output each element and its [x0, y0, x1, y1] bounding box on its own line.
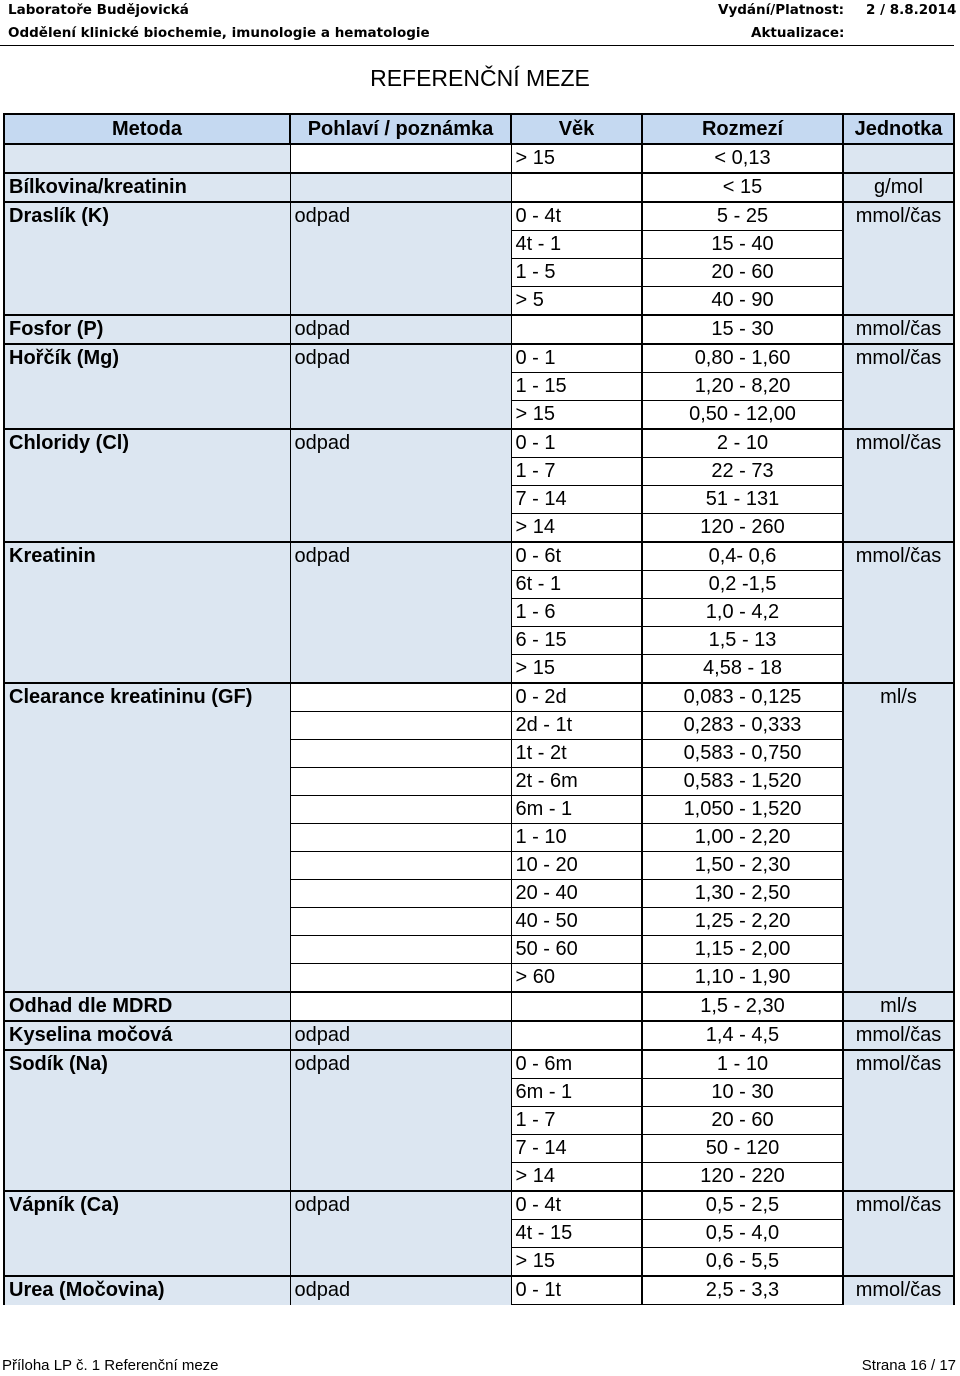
column-header-note: Pohlaví / poznámka	[290, 114, 511, 144]
cell-unit: mmol/čas	[843, 344, 954, 373]
table-row	[4, 1050, 954, 1079]
table-row	[4, 1220, 954, 1248]
cell-unit	[843, 486, 954, 514]
cell-unit	[843, 908, 954, 936]
cell-age: 0 - 4t	[511, 1191, 642, 1220]
cell-method	[4, 599, 290, 627]
table-row	[4, 542, 954, 571]
table-row	[4, 712, 954, 740]
cell-range: 1,5 - 2,30	[642, 992, 843, 1021]
table-row	[4, 1163, 954, 1192]
column-header-unit: Jednotka	[843, 114, 954, 144]
column-header-range: Rozmezí	[642, 114, 843, 144]
cell-method	[4, 514, 290, 543]
table-header-row	[4, 114, 954, 144]
table-row	[4, 571, 954, 599]
cell-unit	[843, 824, 954, 852]
cell-age: 0 - 4t	[511, 202, 642, 231]
table-row	[4, 908, 954, 936]
header-divider	[0, 45, 954, 46]
cell-note	[290, 571, 511, 599]
cell-note: odpad	[290, 1276, 511, 1305]
document-header	[0, 0, 960, 46]
cell-age: 1 - 15	[511, 373, 642, 401]
cell-method: Odhad dle MDRD	[4, 992, 290, 1021]
cell-unit	[843, 768, 954, 796]
cell-unit	[843, 571, 954, 599]
table-row	[4, 1191, 954, 1220]
cell-method: Sodík (Na)	[4, 1050, 290, 1079]
table-row	[4, 740, 954, 768]
cell-age: 6 - 15	[511, 627, 642, 655]
cell-note	[290, 796, 511, 824]
cell-unit	[843, 712, 954, 740]
cell-method	[4, 401, 290, 430]
cell-range: 40 - 90	[642, 287, 843, 316]
cell-note	[290, 458, 511, 486]
cell-method	[4, 852, 290, 880]
table-row	[4, 796, 954, 824]
cell-age: 7 - 14	[511, 486, 642, 514]
cell-range: 0,5 - 4,0	[642, 1220, 843, 1248]
cell-age: 6m - 1	[511, 1079, 642, 1107]
cell-note: odpad	[290, 542, 511, 571]
cell-range: 1,00 - 2,20	[642, 824, 843, 852]
cell-method	[4, 655, 290, 684]
cell-unit	[843, 796, 954, 824]
issue-value: 2 / 8.8.2014	[866, 2, 957, 18]
cell-age: > 15	[511, 144, 642, 173]
cell-age: 0 - 1t	[511, 1276, 642, 1305]
cell-unit: mmol/čas	[843, 1050, 954, 1079]
cell-unit	[843, 1163, 954, 1192]
cell-unit	[843, 936, 954, 964]
cell-range: 0,583 - 0,750	[642, 740, 843, 768]
cell-unit	[843, 627, 954, 655]
cell-note	[290, 768, 511, 796]
cell-method	[4, 908, 290, 936]
cell-unit	[843, 373, 954, 401]
cell-note: odpad	[290, 429, 511, 458]
cell-note	[290, 1107, 511, 1135]
cell-unit: ml/s	[843, 992, 954, 1021]
cell-unit: mmol/čas	[843, 1191, 954, 1220]
cell-age: 6m - 1	[511, 796, 642, 824]
table-row	[4, 486, 954, 514]
cell-method	[4, 964, 290, 993]
cell-method: Draslík (K)	[4, 202, 290, 231]
table-row	[4, 514, 954, 543]
cell-method: Chloridy (Cl)	[4, 429, 290, 458]
cell-note	[290, 740, 511, 768]
cell-range: 0,583 - 1,520	[642, 768, 843, 796]
table-row	[4, 202, 954, 231]
table-row	[4, 1135, 954, 1163]
cell-range: 0,083 - 0,125	[642, 683, 843, 712]
cell-note	[290, 880, 511, 908]
cell-note	[290, 627, 511, 655]
cell-age: 20 - 40	[511, 880, 642, 908]
cell-note	[290, 514, 511, 543]
cell-range: 1,20 - 8,20	[642, 373, 843, 401]
cell-note: odpad	[290, 315, 511, 344]
cell-unit: mmol/čas	[843, 429, 954, 458]
cell-age	[511, 315, 642, 344]
cell-range: 22 - 73	[642, 458, 843, 486]
table-row	[4, 683, 954, 712]
table-row	[4, 373, 954, 401]
cell-range: 15 - 30	[642, 315, 843, 344]
cell-age: > 15	[511, 401, 642, 430]
cell-unit	[843, 880, 954, 908]
cell-method	[4, 1107, 290, 1135]
cell-method: Vápník (Ca)	[4, 1191, 290, 1220]
cell-range: 1,10 - 1,90	[642, 964, 843, 993]
cell-note	[290, 936, 511, 964]
cell-note	[290, 173, 511, 202]
cell-age: 4t - 1	[511, 231, 642, 259]
cell-unit	[843, 514, 954, 543]
cell-age: 2d - 1t	[511, 712, 642, 740]
cell-unit	[843, 401, 954, 430]
cell-method	[4, 740, 290, 768]
cell-note: odpad	[290, 1191, 511, 1220]
cell-note: odpad	[290, 202, 511, 231]
cell-range: < 15	[642, 173, 843, 202]
cell-method	[4, 287, 290, 316]
cell-unit	[843, 287, 954, 316]
cell-note	[290, 599, 511, 627]
table-row	[4, 655, 954, 684]
cell-unit	[843, 231, 954, 259]
cell-age: 0 - 1	[511, 429, 642, 458]
cell-method: Bílkovina/kreatinin	[4, 173, 290, 202]
cell-note	[290, 992, 511, 1021]
table-row	[4, 964, 954, 993]
cell-method	[4, 259, 290, 287]
table-row	[4, 1107, 954, 1135]
cell-method: Urea (Močovina)	[4, 1276, 290, 1305]
cell-method	[4, 1079, 290, 1107]
cell-unit	[843, 1135, 954, 1163]
cell-age: > 15	[511, 655, 642, 684]
cell-note	[290, 259, 511, 287]
cell-age: 7 - 14	[511, 1135, 642, 1163]
table-row	[4, 344, 954, 373]
cell-range: 120 - 260	[642, 514, 843, 543]
cell-note	[290, 486, 511, 514]
table-row	[4, 1276, 954, 1305]
cell-range: 51 - 131	[642, 486, 843, 514]
cell-unit	[843, 144, 954, 173]
cell-note	[290, 655, 511, 684]
cell-method: Fosfor (P)	[4, 315, 290, 344]
cell-unit	[843, 1079, 954, 1107]
cell-age: 1 - 7	[511, 458, 642, 486]
cell-unit: mmol/čas	[843, 542, 954, 571]
cell-note	[290, 908, 511, 936]
cell-note	[290, 1220, 511, 1248]
table-row	[4, 259, 954, 287]
cell-age: 1 - 10	[511, 824, 642, 852]
cell-method	[4, 373, 290, 401]
cell-method	[4, 712, 290, 740]
cell-range: 120 - 220	[642, 1163, 843, 1192]
cell-age: 1 - 5	[511, 259, 642, 287]
cell-method	[4, 571, 290, 599]
cell-note	[290, 964, 511, 993]
issue-label: Vydání/Platnost:	[718, 2, 845, 18]
cell-method: Kyselina močová	[4, 1021, 290, 1050]
cell-unit	[843, 259, 954, 287]
cell-range: 50 - 120	[642, 1135, 843, 1163]
table-row	[4, 1079, 954, 1107]
cell-range: 15 - 40	[642, 231, 843, 259]
cell-method	[4, 627, 290, 655]
page-title: REFERENČNÍ MEZE	[370, 65, 590, 91]
table-row	[4, 173, 954, 202]
cell-unit	[843, 1220, 954, 1248]
table-row	[4, 992, 954, 1021]
cell-unit	[843, 599, 954, 627]
cell-method	[4, 1220, 290, 1248]
cell-note	[290, 824, 511, 852]
table-row	[4, 1021, 954, 1050]
cell-range: 2 - 10	[642, 429, 843, 458]
cell-range: 1,5 - 13	[642, 627, 843, 655]
cell-range: 0,283 - 0,333	[642, 712, 843, 740]
cell-unit: mmol/čas	[843, 1276, 954, 1305]
cell-method	[4, 486, 290, 514]
cell-unit: mmol/čas	[843, 315, 954, 344]
cell-method	[4, 936, 290, 964]
table-row	[4, 1248, 954, 1277]
cell-age: > 60	[511, 964, 642, 993]
cell-note: odpad	[290, 1050, 511, 1079]
cell-range: 0,5 - 2,5	[642, 1191, 843, 1220]
cell-range: 1,30 - 2,50	[642, 880, 843, 908]
cell-unit: mmol/čas	[843, 1021, 954, 1050]
table-body	[4, 144, 954, 1305]
cell-age: 0 - 6m	[511, 1050, 642, 1079]
footer-right: Strana 16 / 17	[861, 1357, 956, 1374]
cell-method	[4, 144, 290, 173]
cell-range: 1,15 - 2,00	[642, 936, 843, 964]
cell-age: 1t - 2t	[511, 740, 642, 768]
table-row	[4, 880, 954, 908]
cell-unit	[843, 458, 954, 486]
cell-note	[290, 287, 511, 316]
cell-note	[290, 231, 511, 259]
cell-unit	[843, 655, 954, 684]
cell-age	[511, 173, 642, 202]
cell-note	[290, 712, 511, 740]
cell-range: < 0,13	[642, 144, 843, 173]
cell-range: 0,2 -1,5	[642, 571, 843, 599]
footer-left: Příloha LP č. 1 Referenční meze	[2, 1357, 219, 1374]
cell-method: Clearance kreatininu (GF)	[4, 683, 290, 712]
cell-method	[4, 796, 290, 824]
table-row	[4, 768, 954, 796]
cell-unit	[843, 1248, 954, 1277]
table-row	[4, 287, 954, 316]
cell-age: 6t - 1	[511, 571, 642, 599]
cell-range: 0,4- 0,6	[642, 542, 843, 571]
cell-age: 50 - 60	[511, 936, 642, 964]
cell-method	[4, 231, 290, 259]
cell-range: 20 - 60	[642, 1107, 843, 1135]
cell-age: > 14	[511, 1163, 642, 1192]
cell-age	[511, 992, 642, 1021]
cell-method	[4, 1135, 290, 1163]
cell-age: 10 - 20	[511, 852, 642, 880]
lab-name: Laboratoře Budějovická	[8, 2, 189, 18]
cell-age	[511, 1021, 642, 1050]
cell-range: 2,5 - 3,3	[642, 1276, 843, 1305]
cell-unit	[843, 852, 954, 880]
reference-table	[3, 113, 955, 1305]
cell-range: 1,0 - 4,2	[642, 599, 843, 627]
cell-note: odpad	[290, 1021, 511, 1050]
cell-method	[4, 768, 290, 796]
table-row	[4, 936, 954, 964]
cell-note	[290, 683, 511, 712]
cell-age: 0 - 2d	[511, 683, 642, 712]
cell-range: 4,58 - 18	[642, 655, 843, 684]
cell-note	[290, 1135, 511, 1163]
cell-range: 0,50 - 12,00	[642, 401, 843, 430]
cell-method	[4, 824, 290, 852]
table-row	[4, 315, 954, 344]
cell-unit: mmol/čas	[843, 202, 954, 231]
cell-note	[290, 144, 511, 173]
cell-note	[290, 1248, 511, 1277]
cell-range: 1,4 - 4,5	[642, 1021, 843, 1050]
table-row	[4, 852, 954, 880]
cell-unit: ml/s	[843, 683, 954, 712]
cell-method: Hořčík (Mg)	[4, 344, 290, 373]
cell-age: 1 - 7	[511, 1107, 642, 1135]
cell-range: 1,050 - 1,520	[642, 796, 843, 824]
cell-method	[4, 1248, 290, 1277]
cell-range: 20 - 60	[642, 259, 843, 287]
cell-range: 5 - 25	[642, 202, 843, 231]
table-row	[4, 429, 954, 458]
cell-age: 2t - 6m	[511, 768, 642, 796]
cell-note	[290, 852, 511, 880]
cell-unit	[843, 964, 954, 993]
cell-range: 0,80 - 1,60	[642, 344, 843, 373]
update-label: Aktualizace:	[751, 25, 845, 41]
table-row	[4, 458, 954, 486]
column-header-age: Věk	[511, 114, 642, 144]
cell-range: 0,6 - 5,5	[642, 1248, 843, 1277]
cell-age: > 14	[511, 514, 642, 543]
cell-age: 40 - 50	[511, 908, 642, 936]
cell-unit: g/mol	[843, 173, 954, 202]
table-row	[4, 627, 954, 655]
cell-range: 1 - 10	[642, 1050, 843, 1079]
cell-unit	[843, 1107, 954, 1135]
table-row	[4, 824, 954, 852]
cell-age: 0 - 1	[511, 344, 642, 373]
cell-method: Kreatinin	[4, 542, 290, 571]
cell-note: odpad	[290, 344, 511, 373]
cell-age: 0 - 6t	[511, 542, 642, 571]
cell-method	[4, 880, 290, 908]
cell-age: > 15	[511, 1248, 642, 1277]
table-row	[4, 401, 954, 430]
cell-note	[290, 373, 511, 401]
table-row	[4, 231, 954, 259]
cell-unit	[843, 740, 954, 768]
cell-range: 10 - 30	[642, 1079, 843, 1107]
cell-method	[4, 458, 290, 486]
cell-age: > 5	[511, 287, 642, 316]
cell-age: 4t - 15	[511, 1220, 642, 1248]
cell-range: 1,25 - 2,20	[642, 908, 843, 936]
cell-note	[290, 1163, 511, 1192]
department-name: Oddělení klinické biochemie, imunologie a hematologie	[8, 25, 430, 41]
column-header-method: Metoda	[4, 114, 290, 144]
table-row	[4, 599, 954, 627]
cell-age: 1 - 6	[511, 599, 642, 627]
cell-note	[290, 401, 511, 430]
cell-method	[4, 1163, 290, 1192]
table-row	[4, 144, 954, 173]
cell-range: 1,50 - 2,30	[642, 852, 843, 880]
cell-note	[290, 1079, 511, 1107]
